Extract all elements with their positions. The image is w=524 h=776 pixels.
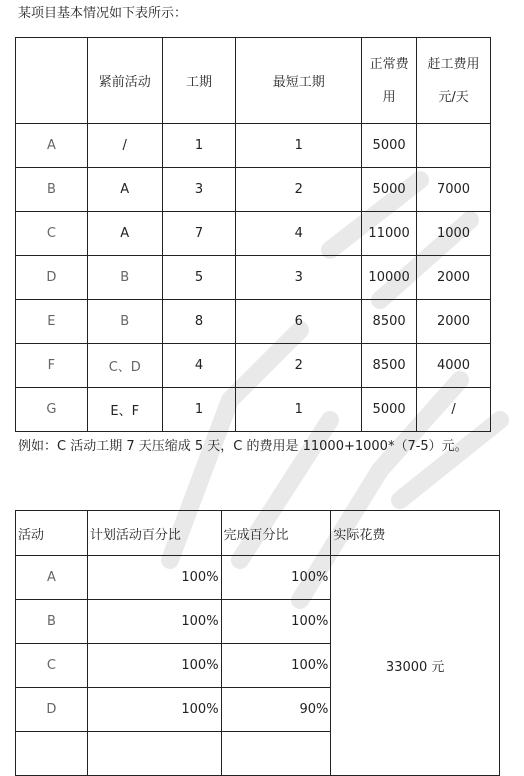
activity-cell: E xyxy=(16,300,88,344)
predecessor-cell: B xyxy=(87,256,162,300)
predecessor-cell: B xyxy=(87,300,162,344)
duration-cell: 3 xyxy=(162,168,236,212)
table-row xyxy=(16,388,491,432)
min-duration-cell: 6 xyxy=(236,300,362,344)
min-duration-cell: 2 xyxy=(236,168,362,212)
planned-percent-cell-empty xyxy=(87,732,221,776)
header-crash-cost xyxy=(417,38,491,124)
duration-cell: 5 xyxy=(162,256,236,300)
min-duration-cell: 2 xyxy=(236,344,362,388)
predecessor-cell: E、F xyxy=(87,388,162,432)
header-completed-percent: 完成百分比 xyxy=(221,511,331,556)
duration-cell: 1 xyxy=(162,124,236,168)
activity-cell: A xyxy=(16,556,88,600)
predecessor-cell: / xyxy=(87,124,162,168)
min-duration-cell: 4 xyxy=(236,212,362,256)
completed-percent-cell: 100% xyxy=(221,644,331,688)
min-duration-cell: 1 xyxy=(236,388,362,432)
normal-cost-cell: 5000 xyxy=(362,388,417,432)
activity-cell: A xyxy=(16,124,88,168)
table-row xyxy=(16,124,491,168)
header-normal-cost xyxy=(362,38,417,124)
normal-cost-cell: 8500 xyxy=(362,344,417,388)
progress-table xyxy=(15,510,500,776)
completed-percent-cell: 90% xyxy=(221,688,331,732)
planned-percent-cell: 100% xyxy=(87,600,221,644)
min-duration-cell: 3 xyxy=(236,256,362,300)
header-crash-cost-line2: 元/天 xyxy=(438,89,469,105)
table-header-row xyxy=(16,511,500,556)
header-min-duration: 最短工期 xyxy=(236,38,362,124)
normal-cost-cell: 5000 xyxy=(362,168,417,212)
header-normal-cost-line1: 正常费 xyxy=(369,56,409,72)
table-header-row xyxy=(16,38,491,124)
header-predecessor: 紧前活动 xyxy=(87,38,162,124)
intro-text: 某项目基本情况如下表所示： xyxy=(18,6,188,21)
planned-percent-cell: 100% xyxy=(87,644,221,688)
completed-percent-cell-empty xyxy=(221,732,331,776)
planned-percent-cell: 100% xyxy=(87,556,221,600)
duration-cell: 1 xyxy=(162,388,236,432)
activity-cell: D xyxy=(16,256,88,300)
activity-cell: C xyxy=(16,212,88,256)
crash-cost-cell: 1000 xyxy=(417,212,491,256)
crash-cost-cell: 2000 xyxy=(417,300,491,344)
crash-cost-cell xyxy=(417,124,491,168)
crash-cost-cell: / xyxy=(417,388,491,432)
header-duration: 工期 xyxy=(162,38,236,124)
activity-cell: B xyxy=(16,600,88,644)
header-crash-cost-line1: 赶工费用 xyxy=(427,56,480,72)
project-info-table xyxy=(15,37,491,432)
table-row xyxy=(16,212,491,256)
predecessor-cell: C、D xyxy=(87,344,162,388)
normal-cost-cell: 10000 xyxy=(362,256,417,300)
predecessor-cell: A xyxy=(87,168,162,212)
normal-cost-cell: 8500 xyxy=(362,300,417,344)
min-duration-cell: 1 xyxy=(236,124,362,168)
header-normal-cost-line2: 用 xyxy=(382,89,396,105)
crash-cost-cell: 2000 xyxy=(417,256,491,300)
completed-percent-cell: 100% xyxy=(221,600,331,644)
duration-cell: 7 xyxy=(162,212,236,256)
crash-cost-cell: 4000 xyxy=(417,344,491,388)
actual-cost-cell: 33000 元 xyxy=(331,556,500,776)
header-actual-cost: 实际花费 xyxy=(331,511,500,556)
normal-cost-cell: 11000 xyxy=(362,212,417,256)
normal-cost-cell: 5000 xyxy=(362,124,417,168)
table-row xyxy=(16,344,491,388)
header-planned-percent: 计划活动百分比 xyxy=(87,511,221,556)
example-note: 例如：C 活动工期 7 天压缩成 5 天，C 的费用是 11000+1000*（7-5）元。 xyxy=(18,439,468,454)
header-cell-blank xyxy=(16,38,88,124)
duration-cell: 8 xyxy=(162,300,236,344)
table-row xyxy=(16,256,491,300)
table-row xyxy=(16,300,491,344)
completed-percent-cell: 100% xyxy=(221,556,331,600)
header-activity: 活动 xyxy=(16,511,88,556)
activity-cell-empty xyxy=(16,732,88,776)
duration-cell: 4 xyxy=(162,344,236,388)
activity-cell: B xyxy=(16,168,88,212)
activity-cell: C xyxy=(16,644,88,688)
crash-cost-cell: 7000 xyxy=(417,168,491,212)
planned-percent-cell: 100% xyxy=(87,688,221,732)
activity-cell: F xyxy=(16,344,88,388)
table-row xyxy=(16,556,500,600)
predecessor-cell: A xyxy=(87,212,162,256)
activity-cell: D xyxy=(16,688,88,732)
table-row xyxy=(16,168,491,212)
activity-cell: G xyxy=(16,388,88,432)
